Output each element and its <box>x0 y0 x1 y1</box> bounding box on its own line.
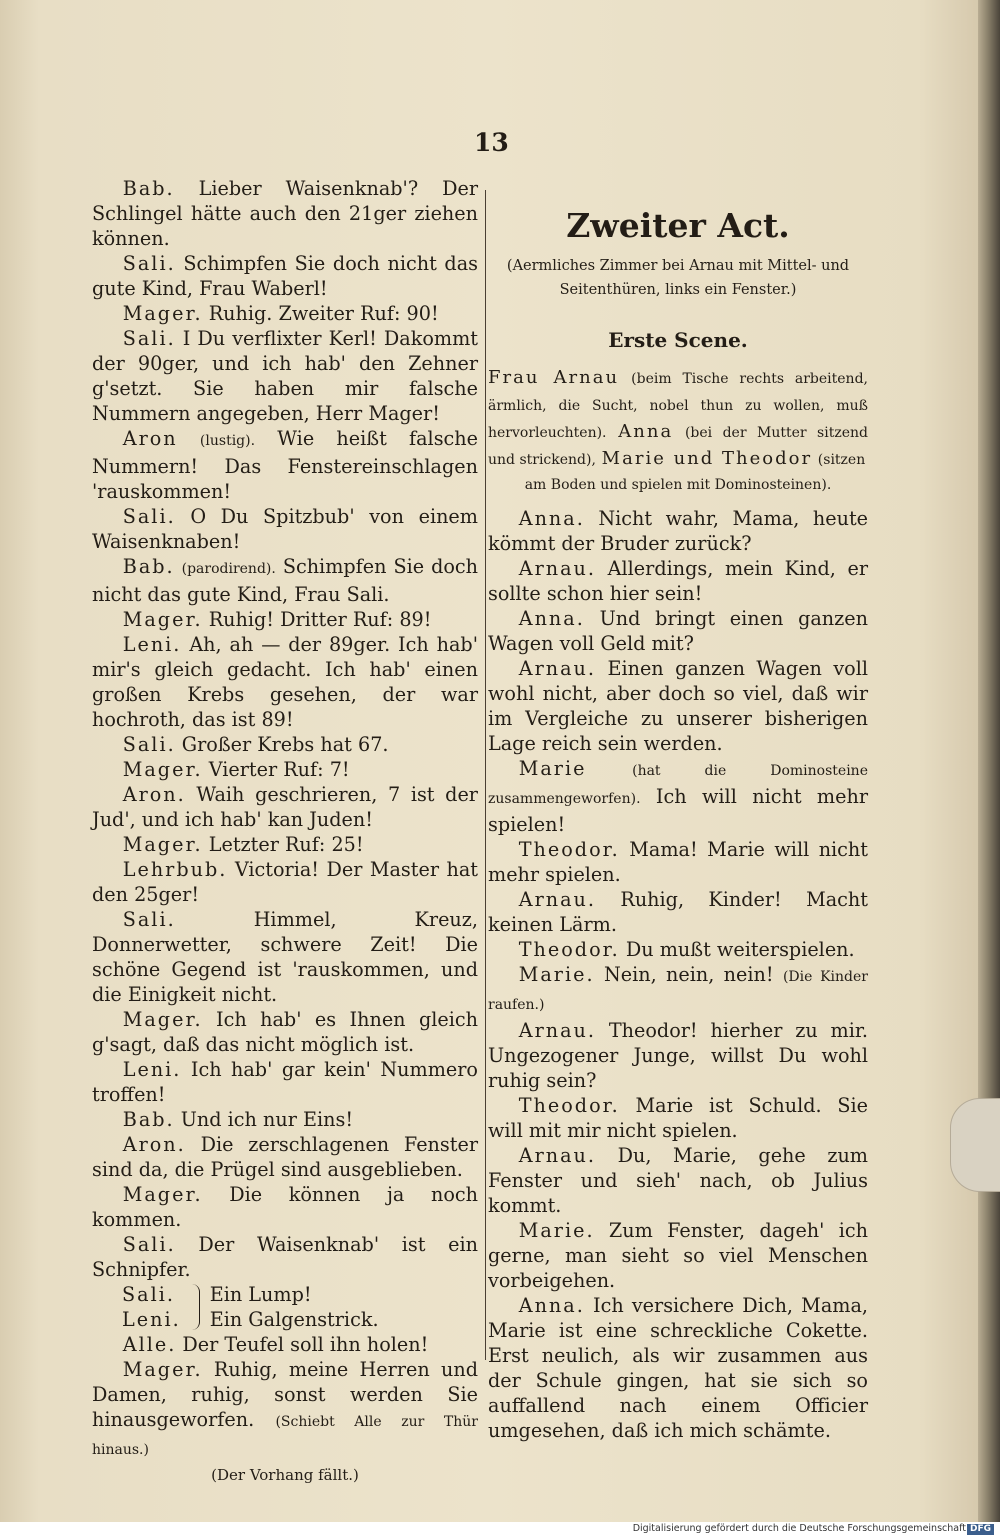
speaker-name: Alle. <box>122 1333 177 1356</box>
speech-text: Du mußt weiterspielen. <box>625 938 855 961</box>
speech-text: Schimpfen Sie doch nicht das gute Kind, Frau Waberl! <box>92 252 478 300</box>
speaker-name: Bab. <box>122 1108 175 1131</box>
dialogue-line <box>92 1132 478 1182</box>
speaker-name: Sali. <box>122 908 176 931</box>
speaker-name: Mager. <box>122 758 203 781</box>
dialogue-line <box>92 176 478 251</box>
stage-direction: (lustig). <box>199 433 256 449</box>
dialogue-line <box>488 837 868 887</box>
speech-text: Ruhig, Kinder! Macht keinen Lärm. <box>488 888 868 936</box>
left-dialogue-end <box>92 1332 478 1463</box>
bracket-line: Ein Galgenstrick. <box>209 1308 379 1331</box>
speech-text: Ruhig! Dritter Ruf: 89! <box>208 608 432 631</box>
bracket-line: Ein Lump! <box>209 1283 312 1306</box>
speech-text: Die zerschlagenen Fenster sind da, die Prügel sind ausgeblieben. <box>92 1133 478 1181</box>
dialogue-line <box>92 907 478 1007</box>
dialogue-line <box>92 1332 478 1357</box>
dialogue-line <box>488 556 868 606</box>
dialogue-line <box>488 1143 868 1218</box>
footer-credit: Digitalisierung gefördert durch die Deutsche Forschungsgemeinschaft <box>632 1523 966 1534</box>
person-name: Frau Arnau <box>488 367 620 388</box>
speaker-name: Sali. <box>122 1233 176 1256</box>
stage-direction: (Die Kinder raufen.) <box>488 969 868 1013</box>
speech-text: Nicht wahr, Mama, heute kömmt der Bruder zurück? <box>488 507 869 555</box>
speaker-name: Arnau. <box>518 1144 597 1167</box>
speaker-name: Mager. <box>122 1008 203 1031</box>
speaker-name: Sali. <box>122 252 176 275</box>
dialogue-line <box>488 1018 868 1093</box>
speaker-name: Mager. <box>122 833 203 856</box>
dialogue-line <box>488 887 868 937</box>
dialogue-line <box>92 1057 478 1107</box>
person-stage: (beim Tische rechts arbeitend, ärmlich, die Sucht, nobel thun zu wollen, muß hervorleuchten). <box>488 371 868 441</box>
stage-direction: (hat die Dominosteine zusammengeworfen). <box>488 763 868 807</box>
person-stage: (sitzen <box>817 452 866 468</box>
stage-direction: (parodirend). <box>181 561 276 577</box>
speech-text: Ich versichere Dich, Mama, Marie ist eine schreckliche Cokette. Erst neulich, als wir zusammen aus der Schule gingen, hat sie sich so auffallend nach einem Officier umgesehen, daß ich mich schämte. <box>488 1294 868 1442</box>
speech-text: Mama! Marie will nicht mehr spielen. <box>488 838 868 886</box>
person-stage: am Boden und spielen mit Dominosteinen). <box>524 477 832 493</box>
speech-text: Der Teufel soll ihn holen! <box>182 1333 429 1356</box>
dialogue-line <box>92 326 478 426</box>
dialogue-line <box>92 426 478 504</box>
speech-text: Theodor! hierher zu mir. Ungezogener Junge, willst Du wohl ruhig sein? <box>488 1019 868 1092</box>
speaker-name: Arnau. <box>518 1019 597 1042</box>
speech-text: Marie ist Schuld. Sie will mit mir nicht spielen. <box>488 1094 868 1142</box>
speaker-name: Sali. <box>122 505 176 528</box>
speaker-name: Bab. <box>122 555 175 578</box>
speaker-name: Leni. <box>122 1058 182 1081</box>
speech-text: Großer Krebs hat 67. <box>181 733 389 756</box>
speaker-name: Mager. <box>122 1358 203 1381</box>
dialogue-line <box>92 1357 478 1463</box>
dialogue-line <box>92 782 478 832</box>
speech-text: Letzter Ruf: 25! <box>208 833 364 856</box>
page-number: 13 <box>474 128 509 157</box>
dialogue-line <box>488 606 868 656</box>
dialogue-line <box>92 632 478 732</box>
bracket-speaker: Leni. <box>122 1308 181 1331</box>
speech-text: O Du Spitzbub' von einem Waisenknaben! <box>92 505 478 553</box>
speaker-name: Anna. <box>518 607 585 630</box>
speech-text: Und bringt einen ganzen Wagen voll Geld mit? <box>488 607 868 655</box>
speaker-name: Mager. <box>122 608 203 631</box>
speech-text: Lieber Waisenknab'? Der Schlingel hätte auch den 21ger ziehen können. <box>92 177 478 250</box>
dialogue-line <box>92 251 478 301</box>
dialogue-line <box>92 1007 478 1057</box>
speech-text: Nein, nein, nein! <box>603 963 774 986</box>
speaker-name: Marie <box>518 757 587 780</box>
dfg-logo: DFG <box>967 1524 994 1535</box>
speaker-name: Anna. <box>518 507 585 530</box>
column-divider <box>485 190 486 1360</box>
speech-text: Ich will nicht mehr spielen! <box>488 785 868 836</box>
speaker-name: Theodor. <box>518 838 620 861</box>
speaker-name: Anna. <box>518 1294 585 1317</box>
act-stage-direction: (Aermliches Zimmer bei Arnau mit Mittel- und Seitenthüren, links ein Fenster.) <box>506 258 850 298</box>
right-column <box>488 176 868 1443</box>
bracket-group <box>92 1282 478 1332</box>
speech-text: Die können ja noch kommen. <box>92 1183 478 1231</box>
speaker-name: Marie. <box>518 963 595 986</box>
speaker-name: Theodor. <box>518 938 620 961</box>
dialogue-line <box>488 656 868 756</box>
bracket-speaker: Sali. <box>122 1283 175 1306</box>
left-dialogue <box>92 176 478 1282</box>
page-tab <box>950 1098 1000 1192</box>
speaker-name: Mager. <box>122 1183 203 1206</box>
speaker-name: Sali. <box>122 327 176 350</box>
bracket-speakers <box>92 1282 181 1332</box>
dialogue-line <box>488 506 868 556</box>
speaker-name: Sali. <box>122 733 176 756</box>
speech-text: Ah, ah — der 89ger. Ich hab' mir's gleich gedacht. Ich hab' einen großen Krebs gesehen, der war hochroth, das ist 89! <box>92 633 478 731</box>
bracket-texts <box>210 1282 379 1332</box>
book-edge <box>978 0 1000 1522</box>
speech-text: Einen ganzen Wagen voll wohl nicht, aber doch so viel, daß wir im Vergleiche zu unserer bisherigen Lage reich sein werden. <box>488 657 868 755</box>
person-name: Marie und Theodor <box>601 448 813 469</box>
speaker-name: Marie. <box>518 1219 595 1242</box>
speaker-name: Mager. <box>122 302 203 325</box>
speech-text: Ruhig, meine Herren und Damen, ruhig, sonst werden Sie hinausgeworfen. <box>92 1358 478 1431</box>
curtain-direction: (Der Vorhang fällt.) <box>211 1466 359 1484</box>
speech-text: Du, Marie, gehe zum Fenster und sieh' nach, ob Julius kommt. <box>488 1144 868 1217</box>
speaker-name: Aron <box>122 427 178 450</box>
speech-text: I Du verflixter Kerl! Dakommt der 90ger, und ich hab' den Zehner g'setzt. Sie haben mir falsche Nummern angegeben, Herr Mager! <box>92 327 479 425</box>
speech-text: Himmel, Kreuz, Donnerwetter, schwere Zeit! Die schöne Gegend ist 'rauskommen, und die Einigkeit nicht. <box>92 908 478 1006</box>
dialogue-line <box>92 554 478 607</box>
brace <box>187 1284 200 1330</box>
speech-text: Der Waisenknab' ist ein Schnipfer. <box>92 1233 478 1281</box>
speaker-name: Lehrbub. <box>122 858 228 881</box>
scene-title: Erste Scene. <box>608 328 748 352</box>
speech-text: Victoria! Der Master hat den 25ger! <box>92 858 478 906</box>
dialogue-line <box>92 504 478 554</box>
left-column <box>92 176 478 1488</box>
speaker-name: Arnau. <box>518 557 597 580</box>
right-dialogue <box>488 506 868 1443</box>
dialogue-line <box>488 1293 868 1443</box>
speech-text: Wie heißt falsche Nummern! Das Fenstereinschlagen 'rauskommen! <box>92 427 479 503</box>
speaker-name: Leni. <box>122 633 182 656</box>
dialogue-line <box>92 1107 478 1132</box>
person-name: Anna <box>618 421 674 442</box>
speech-text: Allerdings, mein Kind, er sollte schon hier sein! <box>488 557 868 605</box>
speech-text: Vierter Ruf: 7! <box>208 758 350 781</box>
dialogue-line <box>488 1093 868 1143</box>
speech-text: Schimpfen Sie doch nicht das gute Kind, Frau Sali. <box>92 555 479 606</box>
speaker-name: Aron. <box>122 783 186 806</box>
speech-text: Ruhig. Zweiter Ruf: 90! <box>208 302 439 325</box>
act-title: Zweiter Act. <box>566 206 790 245</box>
dialogue-line <box>488 937 868 962</box>
dramatis-personae <box>488 365 868 498</box>
dialogue-line <box>92 757 478 782</box>
speaker-name: Arnau. <box>518 888 597 911</box>
speech-text: Ich hab' es Ihnen gleich g'sagt, daß das nicht möglich ist. <box>92 1008 478 1056</box>
speech-text: Ich hab' gar kein' Nummero troffen! <box>92 1058 478 1106</box>
speaker-name: Aron. <box>122 1133 186 1156</box>
dialogue-line <box>92 732 478 757</box>
speaker-name: Bab. <box>122 177 175 200</box>
dialogue-line <box>92 1232 478 1282</box>
dialogue-line <box>488 962 868 1018</box>
speaker-name: Theodor. <box>518 1094 620 1117</box>
dialogue-line <box>92 301 478 326</box>
dialogue-line <box>488 1218 868 1293</box>
dialogue-line <box>92 1182 478 1232</box>
speech-text: Zum Fenster, dageh' ich gerne, man sieht so viel Menschen vorbeigehen. <box>488 1219 868 1292</box>
speaker-name: Arnau. <box>518 657 597 680</box>
dialogue-line <box>488 756 868 837</box>
stage-direction: (Schiebt Alle zur Thür hinaus.) <box>92 1414 478 1458</box>
dialogue-line <box>92 857 478 907</box>
dialogue-line <box>92 832 478 857</box>
person-stage: (bei der Mutter sitzend und strickend), <box>488 425 868 468</box>
speech-text: Waih geschrieren, 7 ist der Jud', und ich hab' kan Juden! <box>92 783 478 831</box>
dialogue-line <box>92 607 478 632</box>
speech-text: Und ich nur Eins! <box>180 1108 354 1131</box>
